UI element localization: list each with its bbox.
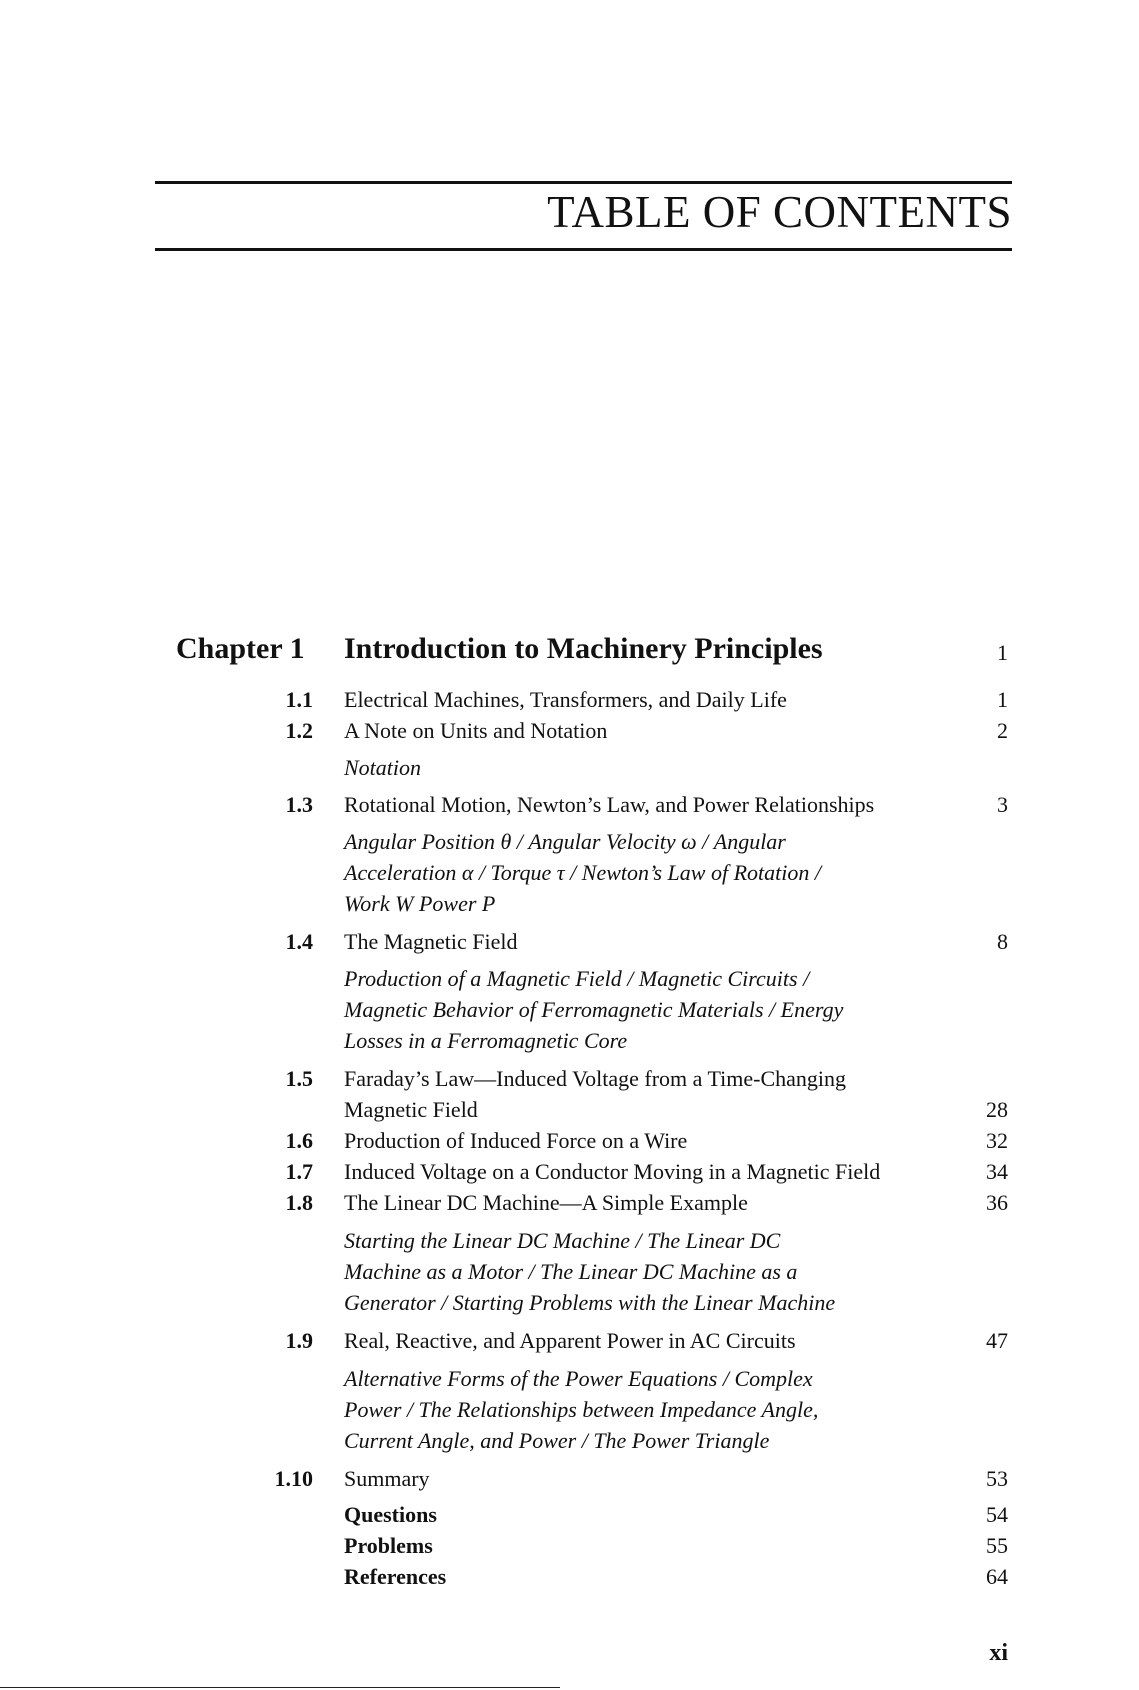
subsection-list: Generator / Starting Problems with the Linear Machine [344,1290,836,1315]
section-number: 1.7 [285,1159,313,1184]
subsection-list: Losses in a Ferromagnetic Core [344,1028,628,1053]
subsection-list: Machine as a Motor / The Linear DC Machine as a [344,1259,798,1284]
section-page: 36 [986,1190,1008,1215]
section-page: 3 [997,792,1008,817]
chapter-title[interactable]: Introduction to Machinery Principles [344,632,823,665]
section-page: 32 [986,1128,1008,1153]
end-matter-page: 64 [986,1564,1008,1589]
end-matter-page: 55 [986,1533,1008,1558]
section-title[interactable]: Production of Induced Force on a Wire [344,1128,688,1153]
section-page: 28 [986,1097,1008,1122]
section-page: 2 [997,718,1008,743]
end-matter-title[interactable]: References [344,1564,447,1589]
scan-edge-line [0,1687,560,1688]
section-number: 1.4 [285,929,313,954]
page-title: TABLE OF CONTENTS [547,187,1012,237]
page-number: xi [989,1640,1008,1666]
title-rule-bottom [155,248,1012,251]
subsection-list: Production of a Magnetic Field / Magnetic Circuits / [344,966,810,991]
section-title[interactable]: The Magnetic Field [344,929,518,954]
section-page: 53 [986,1466,1008,1491]
section-number: 1.3 [285,792,313,817]
title-rule-top [155,181,1012,184]
section-title[interactable]: A Note on Units and Notation [344,718,608,743]
subsection-list: Magnetic Behavior of Ferromagnetic Materials / Energy [344,997,844,1022]
subsection-list: Angular Position θ / Angular Velocity ω / Angular [344,829,786,854]
section-number: 1.5 [285,1066,313,1091]
subsection-list: Alternative Forms of the Power Equations / Complex [344,1366,813,1391]
subsection-list: Notation [344,755,422,780]
subsection-list: Work W Power P [344,891,496,916]
section-page: 34 [986,1159,1008,1184]
section-number: 1.10 [274,1466,313,1491]
section-number: 1.1 [285,687,313,712]
section-number: 1.8 [285,1190,313,1215]
section-title[interactable]: The Linear DC Machine—A Simple Example [344,1190,748,1215]
section-title[interactable]: Rotational Motion, Newton’s Law, and Power Relationships [344,792,875,817]
section-title[interactable]: Faraday’s Law—Induced Voltage from a Time-Changing [344,1066,847,1091]
section-number: 1.6 [285,1128,313,1153]
section-title[interactable]: Real, Reactive, and Apparent Power in AC Circuits [344,1328,796,1353]
chapter-label: Chapter 1 [176,632,305,665]
subsection-list: Current Angle, and Power / The Power Triangle [344,1428,770,1453]
section-number: 1.2 [285,718,313,743]
subsection-list: Acceleration α / Torque τ / Newton’s Law of Rotation / [344,860,821,885]
end-matter-title[interactable]: Problems [344,1533,433,1558]
section-title[interactable]: Summary [344,1466,430,1491]
section-page: 47 [986,1328,1008,1353]
section-page: 1 [997,687,1008,712]
section-number: 1.9 [285,1328,313,1353]
subsection-list: Starting the Linear DC Machine / The Linear DC [344,1228,781,1253]
chapter-page: 1 [997,640,1008,665]
section-title-continued[interactable]: Magnetic Field [344,1097,478,1122]
section-title[interactable]: Induced Voltage on a Conductor Moving in a Magnetic Field [344,1159,881,1184]
end-matter-title[interactable]: Questions [344,1502,437,1527]
section-title[interactable]: Electrical Machines, Transformers, and Daily Life [344,687,787,712]
subsection-list: Power / The Relationships between Impedance Angle, [344,1397,819,1422]
end-matter-page: 54 [986,1502,1008,1527]
section-page: 8 [997,929,1008,954]
